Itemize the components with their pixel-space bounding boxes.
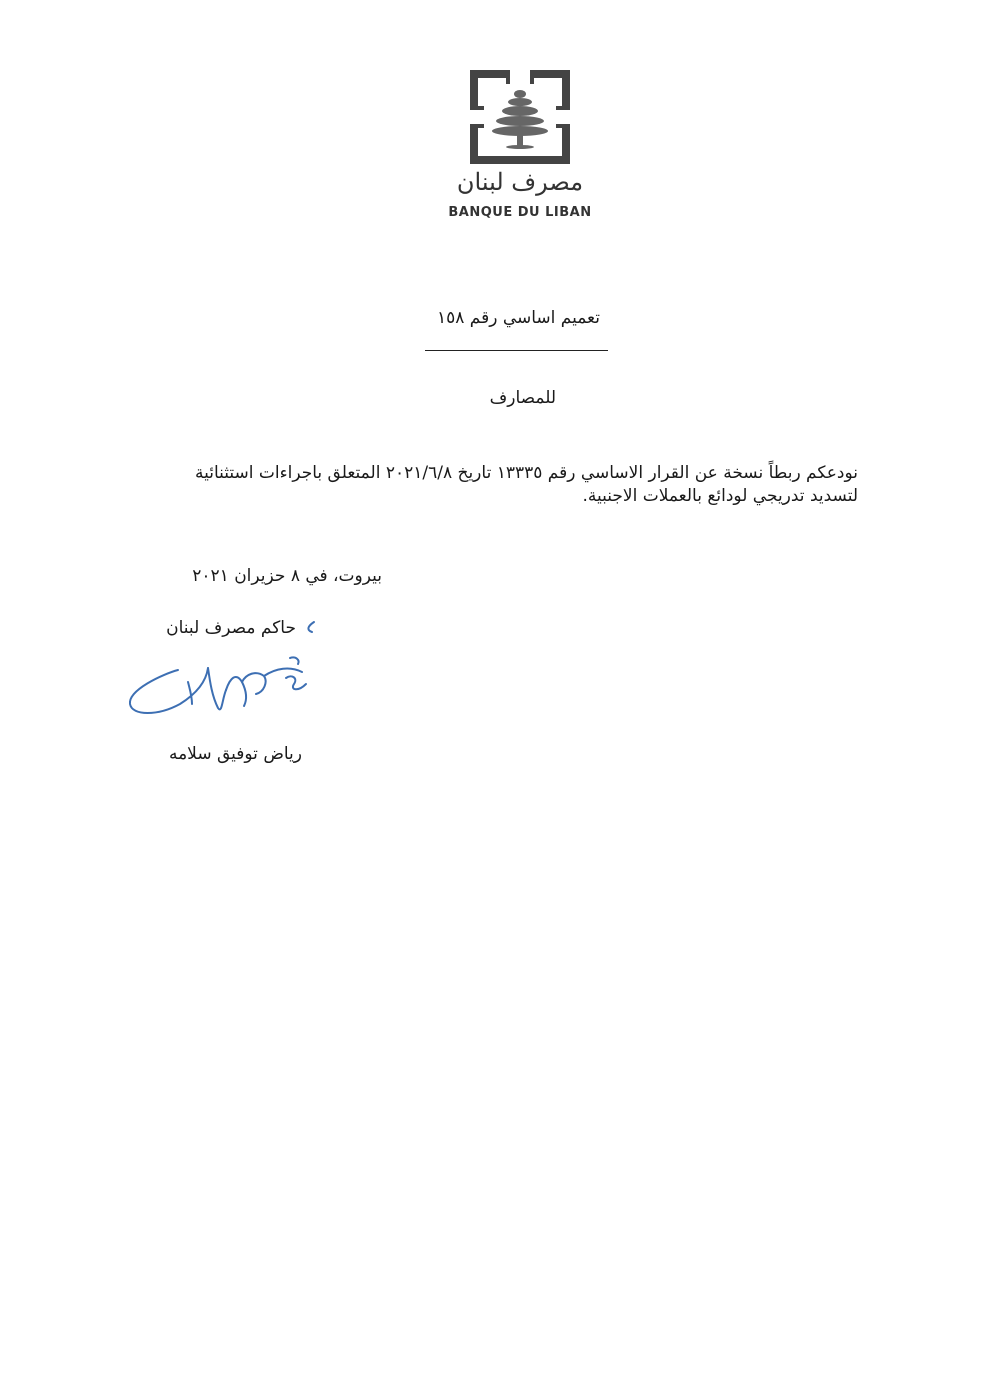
signature-stroke — [118, 612, 323, 742]
signatory-title: حاكم مصرف لبنان — [166, 618, 296, 638]
bank-name-french: BANQUE DU LIBAN — [448, 205, 592, 220]
title-underline — [425, 350, 608, 351]
bank-name-arabic: مصرف لبنان — [456, 168, 584, 196]
date-line: بيروت، في ٨ حزيران ٢٠٢١ — [192, 566, 382, 586]
bdl-logo — [470, 70, 570, 164]
signatory-name: رياض توفيق سلامه — [168, 744, 302, 764]
addressee: للمصارف — [489, 388, 556, 408]
body-paragraph: نودعكم ربطاً نسخة عن القرار الاساسي رقم ١٣٣٣٥ تاريخ ٢٠٢١/٦/٨ المتعلق باجراءات استثنائية لتسديد تدريجي لودائع بالعملات الاجنبية. — [194, 463, 858, 506]
circular-title: تعميم اساسي رقم ١٥٨ — [436, 308, 600, 328]
signature — [118, 612, 323, 742]
cedar-emblem-icon — [470, 70, 570, 164]
